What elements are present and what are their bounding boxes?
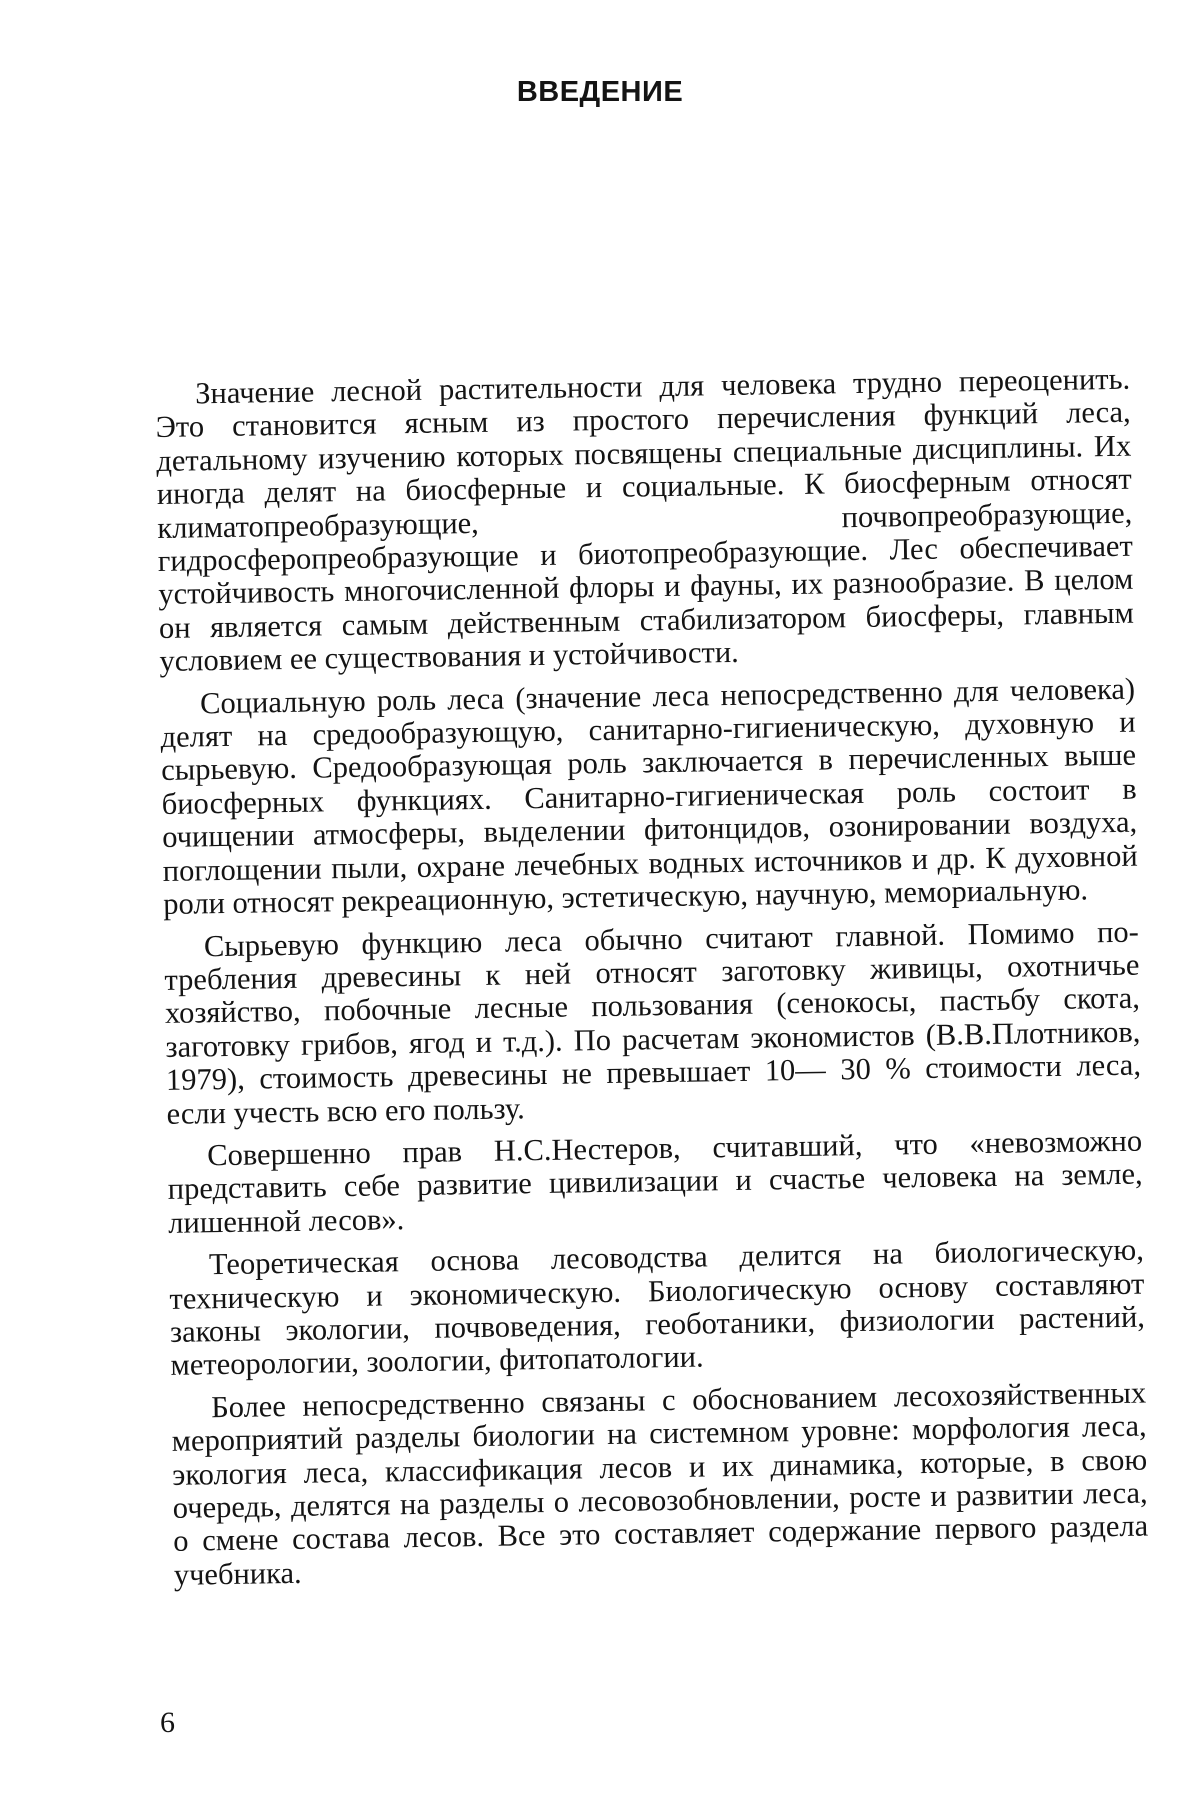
paragraph: Совершенно прав Н.С.Нестеров, считавший, что «невозможно представить себе развитие цивилизации и счастье человека на земле, лишенной лесов». <box>167 1123 1143 1240</box>
paragraph: Более непосредственно связаны с обоснованием лесохозяйственных мероприятий разделы биологии на системном уровне: морфология леса, экология леса, классификация лесов и их динамика, которые, в свою очередь, делятся на разделы о лесовозобновлении, росте и развитии леса, о смене состава лесов. Все это составляет содержание первого раздела учебника. <box>171 1375 1149 1592</box>
chapter-title: ВВЕДЕНИЕ <box>516 76 684 108</box>
page-number: 6 <box>160 1706 175 1739</box>
body-text <box>155 363 1149 1601</box>
paragraph: Сырьевую функцию леса обычно считают главной. Помимо потребления древесины к ней относят заготовку живицы, охотничье хозяйство, побочные лесные пользования (сенокосы, пастьбу скота, заготовку грибов, ягод и т.д.). По расчетам экономистов (В.В.Плотников, 1979), стоимость древесины не превышает 10— 30 % стоимости леса, если учесть всю его пользу. <box>164 914 1142 1131</box>
paragraph: Значение лесной растительности для человека трудно переоценить. Это становится ясным из простого перечисления функций леса, детальному изучению которых посвящены специальные дисциплины. Их иногда делят на биосферные и социальные. К биосферным относят климатопреобразующие, почвопреобразующие, гидросферопреобразующие и биотопреобразующие. Лес обеспечивает устойчивость многочисленной флоры и фауны, их разнообразие. В целом он является самым действенным стабилизатором биосферы, главным условием ее существования и устойчивости. <box>155 361 1135 679</box>
paragraph: Теоретическая основа лесоводства делится на биологическую, техническую и экономическую. Биологическую основу составляют законы экологии, почвоведения, геоботаники, физиологии растений, метеорологии, зоологии, фитопатологии. <box>169 1232 1146 1383</box>
paragraph: Социальную роль леса (значение леса непосредственно для человека) делят на средообразующую, санитарно-гигиеническую, духовную и сырьевую. Средообразующая роль заключается в перечисленных выше биосферных функциях. Санитарно-гигиеническая роль состоит в очищении атмосферы, выделении фитонцидов, озонировании воздуха, поглощении пыли, охране лечебных водных источников и др. К духовной роли относят рекреационную, эстетическую, научную, мемориальную. <box>160 671 1138 922</box>
